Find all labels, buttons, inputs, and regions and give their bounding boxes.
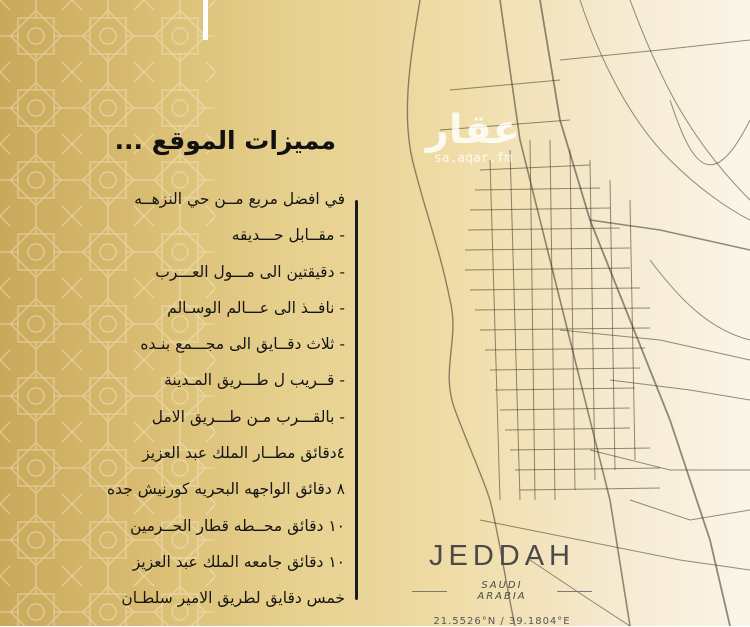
map-caption <box>412 540 592 627</box>
divider-rule <box>557 591 592 592</box>
city-name: JEDDAH <box>428 540 575 572</box>
section-title: مميزات الموقع ... <box>114 126 336 155</box>
watermark-brand: عقار <box>425 107 521 153</box>
feature-item: خمس دقايق لطريق الامير سلطـان <box>121 589 345 608</box>
watermark <box>408 108 538 166</box>
feature-item: ٨ دقائق الواجهه البحريه كورنيش جده <box>107 480 345 499</box>
feature-item: - قــريب ل طـــريق المـدينة <box>164 371 345 390</box>
feature-item: - نافــذ الى عـــالم الوسـالم <box>167 298 345 317</box>
features-list <box>0 181 345 617</box>
feature-item: - بالقـــرب مـن طـــريق الامل <box>151 407 345 426</box>
vertical-divider-line <box>355 200 358 600</box>
country-row <box>412 580 592 602</box>
watermark-url: sa.aqar.fm <box>433 151 513 166</box>
feature-item: ٤دقائق مطــار الملك عبد العزيز <box>142 444 345 463</box>
feature-item: - ثلاث دقــايق الى مجـــمع بنـده <box>140 335 345 354</box>
jeddah-street-map <box>330 0 750 626</box>
feature-item: - دقيقتين الى مـــول العـــرب <box>155 262 345 281</box>
divider-rule <box>412 591 447 592</box>
feature-item: ١٠ دقائق محــطه قطار الحــرمين <box>130 516 345 535</box>
feature-item: - مقــابل حـــديقه <box>231 226 345 245</box>
feature-item: ١٠ دقائق جامعه الملك عبد العزيز <box>132 552 345 571</box>
top-white-bar <box>203 0 208 40</box>
coordinates: 21.5526°N / 39.1804°E <box>433 616 571 627</box>
country-name: SAUDI ARABIA <box>477 580 527 602</box>
feature-item: في افضل مربع مــن حي النزهــه <box>134 190 345 208</box>
